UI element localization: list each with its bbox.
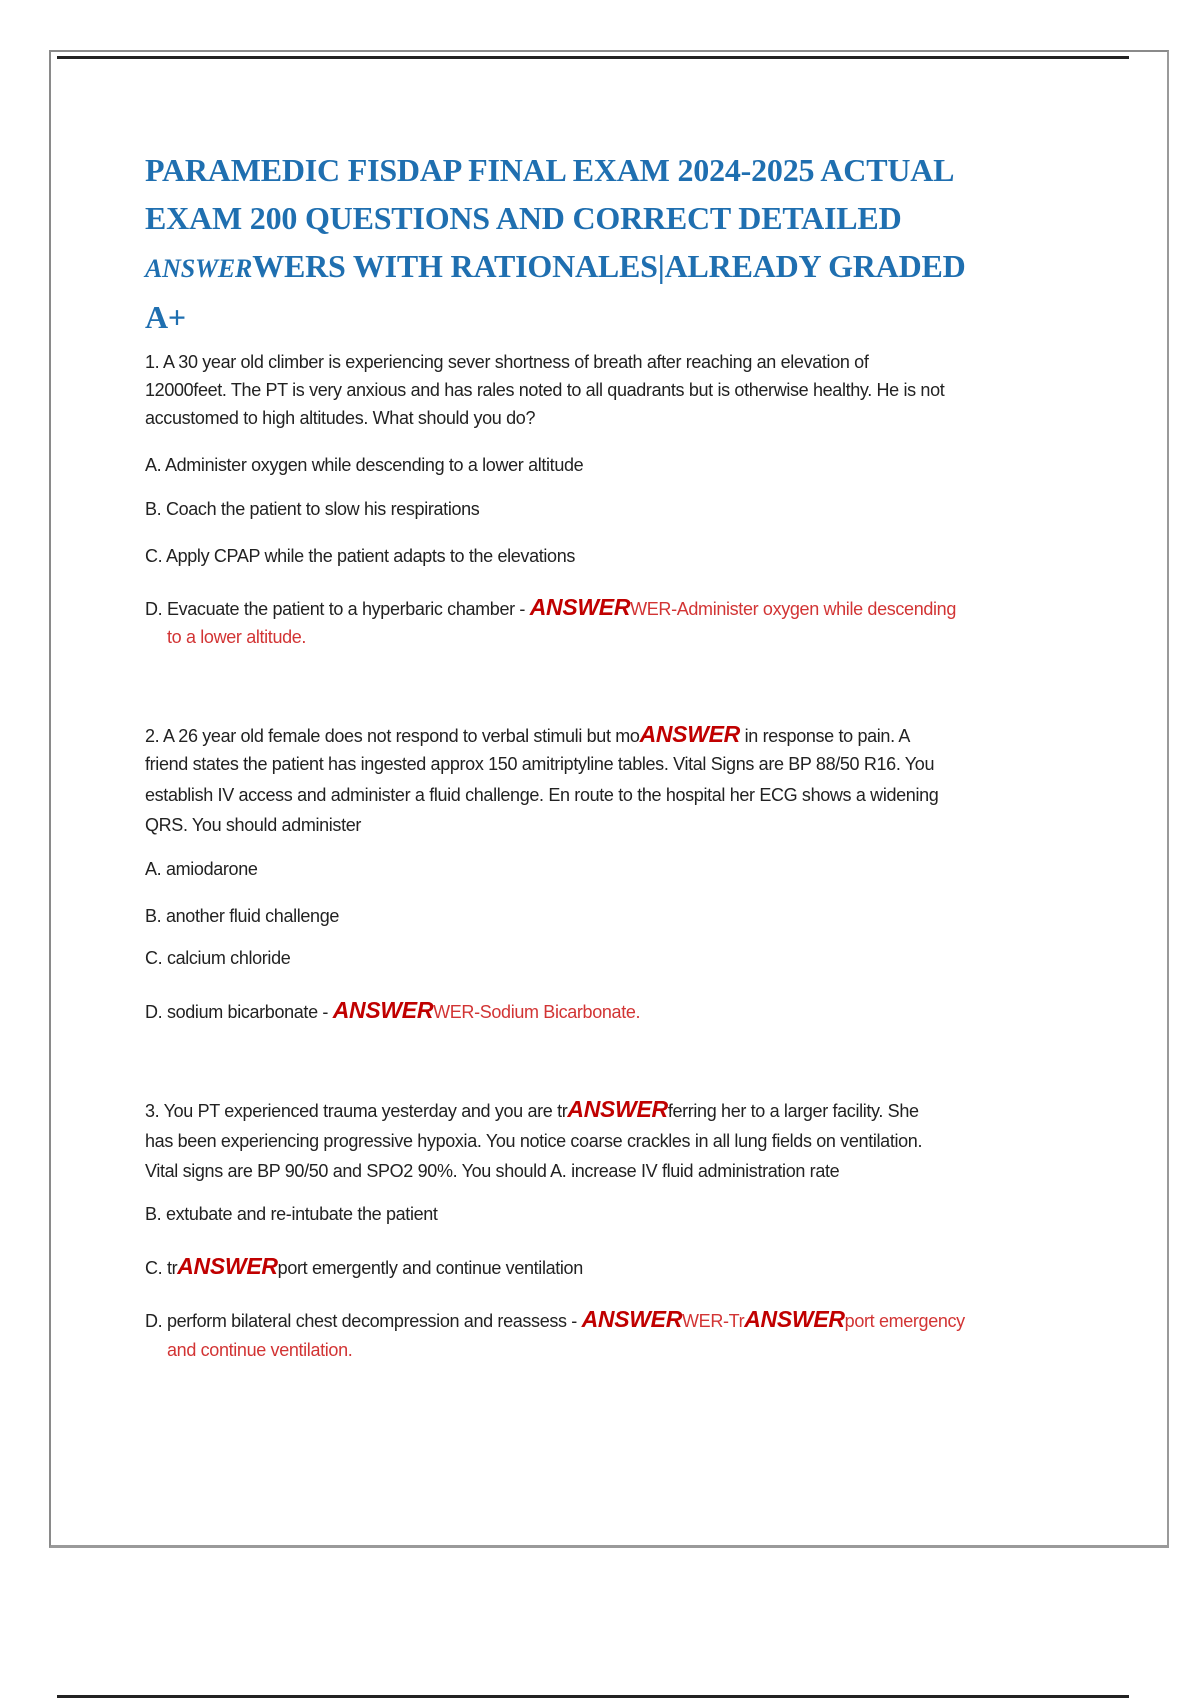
answer-label: ANSWER <box>177 1253 278 1279</box>
q3-option-c <box>145 1252 583 1282</box>
question-text: 3. You PT experienced trauma yesterday and you are tr <box>145 1101 568 1121</box>
question-text: in response to pain. A <box>739 726 911 746</box>
question-1-text: 1. A 30 year old climber is experiencing sever shortness of breath after reaching an elevation of <box>145 352 869 372</box>
q1-option-c: C. Apply CPAP while the patient adapts to the elevations <box>145 546 576 566</box>
q1-option-b: B. Coach the patient to slow his respirations <box>145 499 480 519</box>
q3-option-b: B. extubate and re-intubate the patient <box>145 1204 438 1224</box>
title-line: EXAM 200 QUESTIONS AND CORRECT DETAILED <box>145 200 902 236</box>
answer-text: WER-Sodium Bicarbonate. <box>433 1002 641 1022</box>
question-2-text: establish IV access and administer a fluid challenge. En route to the hospital her ECG shows a widening <box>145 785 939 805</box>
title-text: WERS WITH RATIONALES|ALREADY GRADED <box>252 248 966 284</box>
question-text: ferring her to a larger facility. She <box>667 1101 919 1121</box>
question-2-text <box>145 720 910 750</box>
question-2-text: QRS. You should administer <box>145 815 362 835</box>
answer-text: and continue ventilation. <box>167 1340 353 1360</box>
answer-text: WER-Administer oxygen while descending <box>630 599 956 619</box>
option-text: C. tr <box>145 1258 178 1278</box>
answer-text: to a lower altitude. <box>167 627 307 647</box>
option-text: port emergently and continue ventilation <box>277 1258 583 1278</box>
title-line: PARAMEDIC FISDAP FINAL EXAM 2024-2025 ACTUAL <box>145 152 955 188</box>
answer-label: ANSWER <box>529 594 631 620</box>
title-italic: ANSWER <box>145 254 253 283</box>
question-3-text <box>145 1095 919 1125</box>
answer-label: ANSWER <box>567 1096 668 1122</box>
title-line: A+ <box>145 299 186 335</box>
question-3-text: Vital signs are BP 90/50 and SPO2 90%. You should A. increase IV fluid administration rate <box>145 1161 840 1181</box>
answer-text: port emergency <box>844 1311 965 1331</box>
answer-label: ANSWER <box>581 1306 683 1332</box>
document-title <box>145 146 966 341</box>
q2-option-d <box>145 996 640 1026</box>
answer-label: ANSWER <box>639 721 740 747</box>
answer-text: WER-Tr <box>682 1311 745 1331</box>
option-text: D. Evacuate the patient to a hyperbaric chamber - <box>145 599 530 619</box>
q2-option-c: C. calcium chloride <box>145 948 291 968</box>
option-text: D. perform bilateral chest decompression and reassess - <box>145 1311 582 1331</box>
question-1-text: accustomed to high altitudes. What should you do? <box>145 408 536 428</box>
q2-option-a: A. amiodarone <box>145 859 258 879</box>
question-text: 2. A 26 year old female does not respond to verbal stimuli but mo <box>145 726 640 746</box>
question-1-text: 12000feet. The PT is very anxious and has rales noted to all quadrants but is otherwise healthy. He is not <box>145 380 945 400</box>
q1-option-d <box>145 593 956 623</box>
question-3-text: has been experiencing progressive hypoxia. You notice coarse crackles in all lung fields on ventilation. <box>145 1131 923 1151</box>
title-line <box>145 242 966 293</box>
answer-label: ANSWER <box>744 1306 845 1332</box>
question-2-text: friend states the patient has ingested approx 150 amitriptyline tables. Vital Signs are BP 88/50 R16. You <box>145 754 935 774</box>
answer-label: ANSWER <box>332 997 434 1023</box>
q1-option-a: A. Administer oxygen while descending to a lower altitude <box>145 455 584 475</box>
q3-option-d <box>145 1305 965 1335</box>
option-text: D. sodium bicarbonate - <box>145 1002 333 1022</box>
bottom-rule <box>57 1695 1129 1698</box>
top-rule <box>57 56 1129 59</box>
q2-option-b: B. another fluid challenge <box>145 906 340 926</box>
